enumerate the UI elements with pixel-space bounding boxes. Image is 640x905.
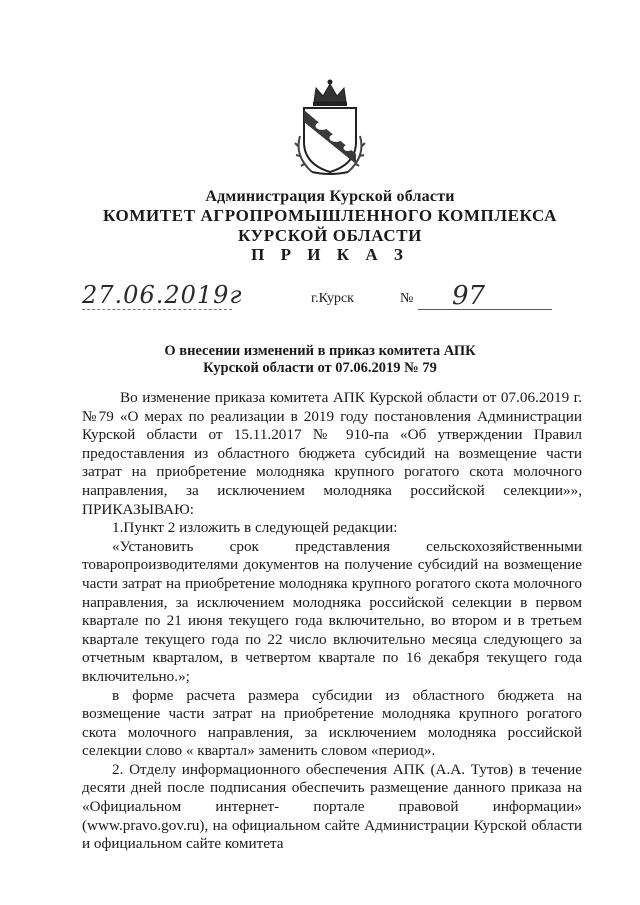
paragraph-quote: «Установить срок представления сельскохозяйственными товаропроизводителями документов на получение субсидий на возмещение части затрат на приобретение молодняка крупного рогатого скота молочного направления, за исключением молодняка российской селекции в первом квартале по 21 июня текущего года включительно, во втором и в третьем квартале текущего года по 22 число включительно месяца следующего за отчетным кварталом, в четвертом квартале по 16 декабря текущего года включительно.»; (82, 537, 582, 685)
subject-line-2: Курской области от 07.06.2019 № 79 (203, 360, 437, 376)
committee-title: КОМИТЕТ АГРОПРОМЫШЛЕННОГО КОМПЛЕКСА (103, 206, 557, 225)
handwritten-order-number: 97 (452, 281, 486, 311)
city-label: г.Курск (311, 291, 354, 306)
kursk-coat-of-arms-icon (292, 76, 368, 176)
paragraph-item-2: 2. Отделу информационного обеспечения АПК (А.А. Тутов) в течение десяти дней после подписания обеспечить размещение данного приказа на «Официальном интернет- портале правовой информации» (www.pravo.gov.ru), на официальном сайте Администрации Курской области и официальном сайте комитета (82, 760, 582, 853)
document-body (82, 389, 582, 854)
paragraph-form: в форме расчета размера субсидии из областного бюджета на возмещение части затрат на приобретение молодняка крупного рогатого скота молочного направления, за исключением молодняка российской селекции слово « квартал» заменить словом «период». (82, 686, 582, 760)
handwritten-date: 27.06.2019г (82, 281, 243, 309)
number-underline (418, 309, 552, 310)
paragraph-item-1: 1.Пункт 2 изложить в следующей редакции: (112, 519, 398, 537)
administration-title: Администрация Курской области (205, 188, 455, 205)
date-underline (82, 309, 232, 310)
paragraph-preamble: Во изменение приказа комитета АПК Курской области от 07.06.2019 г. №79 «О мерах по реализации в 2019 году постановления Администрации Курской области от 15.11.2017 № 910-па «Об утверждении Правил предоставления из областного бюджета субсидий на возмещение части затрат на приобретение молодняка крупного рогатого скота молочного направления, за исключением молодняка российской селекции»», ПРИКАЗЫВАЮ: (82, 389, 582, 518)
region-title: КУРСКОЙ ОБЛАСТИ (238, 226, 422, 245)
date-number-line (0, 281, 640, 317)
number-sign: № (400, 291, 414, 306)
subject-line-1: О внесении изменений в приказ комитета АПК (164, 343, 476, 359)
order-heading: П Р И К А З (251, 245, 409, 264)
